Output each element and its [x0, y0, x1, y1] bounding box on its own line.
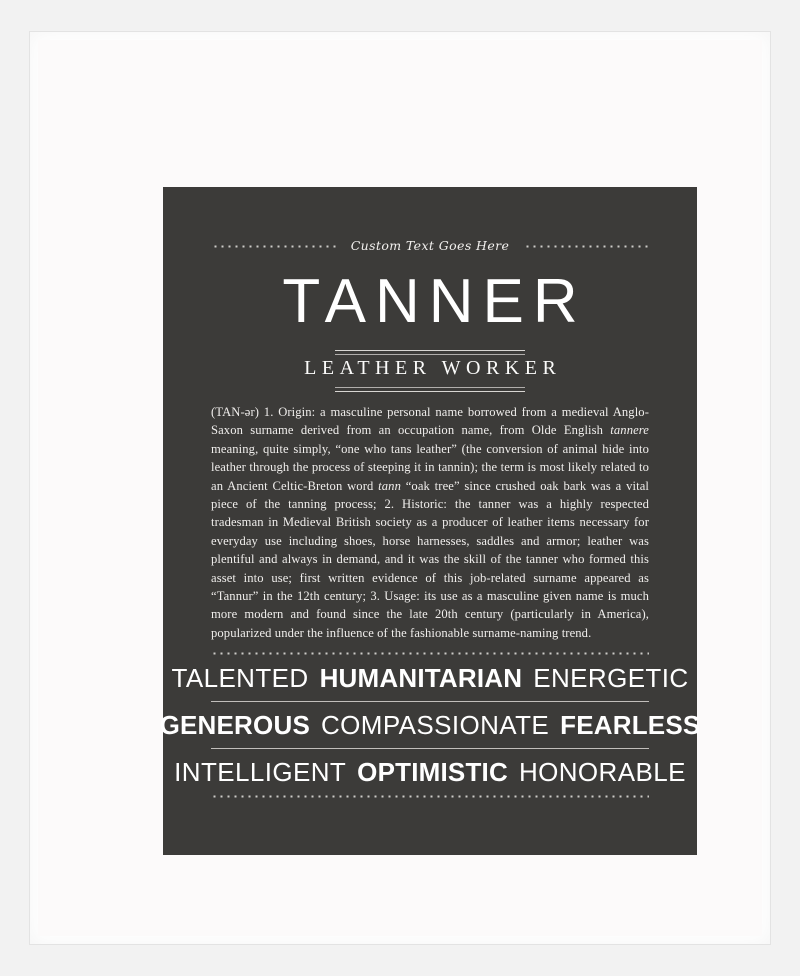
trait-row	[159, 702, 701, 748]
trait-word: TALENTED	[171, 663, 309, 693]
trait-word: HONORABLE	[518, 757, 686, 787]
trait-word: COMPASSIONATE	[320, 710, 550, 740]
traits-dotted-divider-bottom	[211, 795, 649, 798]
trait-row	[171, 655, 689, 701]
rule-line	[335, 354, 525, 355]
poster-occupation: LEATHER WORKER	[304, 357, 562, 379]
trait-word: GENEROUS	[159, 710, 310, 740]
trait-row	[174, 749, 686, 795]
poster-definition: (TAN-ər) 1. Origin: a masculine personal name borrowed from a medieval Anglo-Saxon surname derived from an occupation name, from Olde English tannere meaning, quite simply, “one who tans leather” (the conversion of animal hide into leather through the process of steeping it in tannin); the term is most likely related to an Ancient Celtic-Breton word tann “oak tree” since crushed oak bark was a vital piece of the tanning process; 2. Historic: the tanner was a highly respected tradesman in Medieval British society as a producer of leather items necessary for everyday use including shoes, horse harnesses, saddles and armor; leather was plentiful and always in demand, and it was the skill of the tanner who formed this asset into use; first written evidence of this job-related surname appeared as “Tannur” in the 12th century; 3. Usage: its use as a masculine given name is much more modern and found since the late 20th century (particularly in America), popularized under the influence of the fashionable surname-naming trend.	[211, 405, 649, 640]
trait-word: HUMANITARIAN	[319, 663, 523, 693]
trait-word: OPTIMISTIC	[357, 757, 508, 787]
rule-line	[335, 391, 525, 392]
trait-word: INTELLIGENT	[174, 757, 347, 787]
trait-word: FEARLESS	[560, 710, 701, 740]
divider-rule-bottom	[335, 387, 525, 395]
rule-line	[335, 350, 525, 351]
dotted-rule-left-icon	[212, 245, 336, 248]
name-art-poster	[159, 187, 701, 855]
poster-traits	[159, 652, 701, 798]
poster-name: TANNER	[282, 267, 587, 336]
picture-frame	[30, 32, 770, 944]
traits-line-divider	[211, 748, 649, 749]
rule-line	[335, 387, 525, 388]
traits-dotted-divider-top	[211, 652, 649, 655]
traits-line-divider	[211, 701, 649, 702]
custom-text-row	[163, 235, 697, 257]
custom-text: Custom Text Goes Here	[350, 237, 510, 253]
dotted-rule-right-icon	[524, 245, 648, 248]
trait-word: ENERGETIC	[533, 663, 689, 693]
